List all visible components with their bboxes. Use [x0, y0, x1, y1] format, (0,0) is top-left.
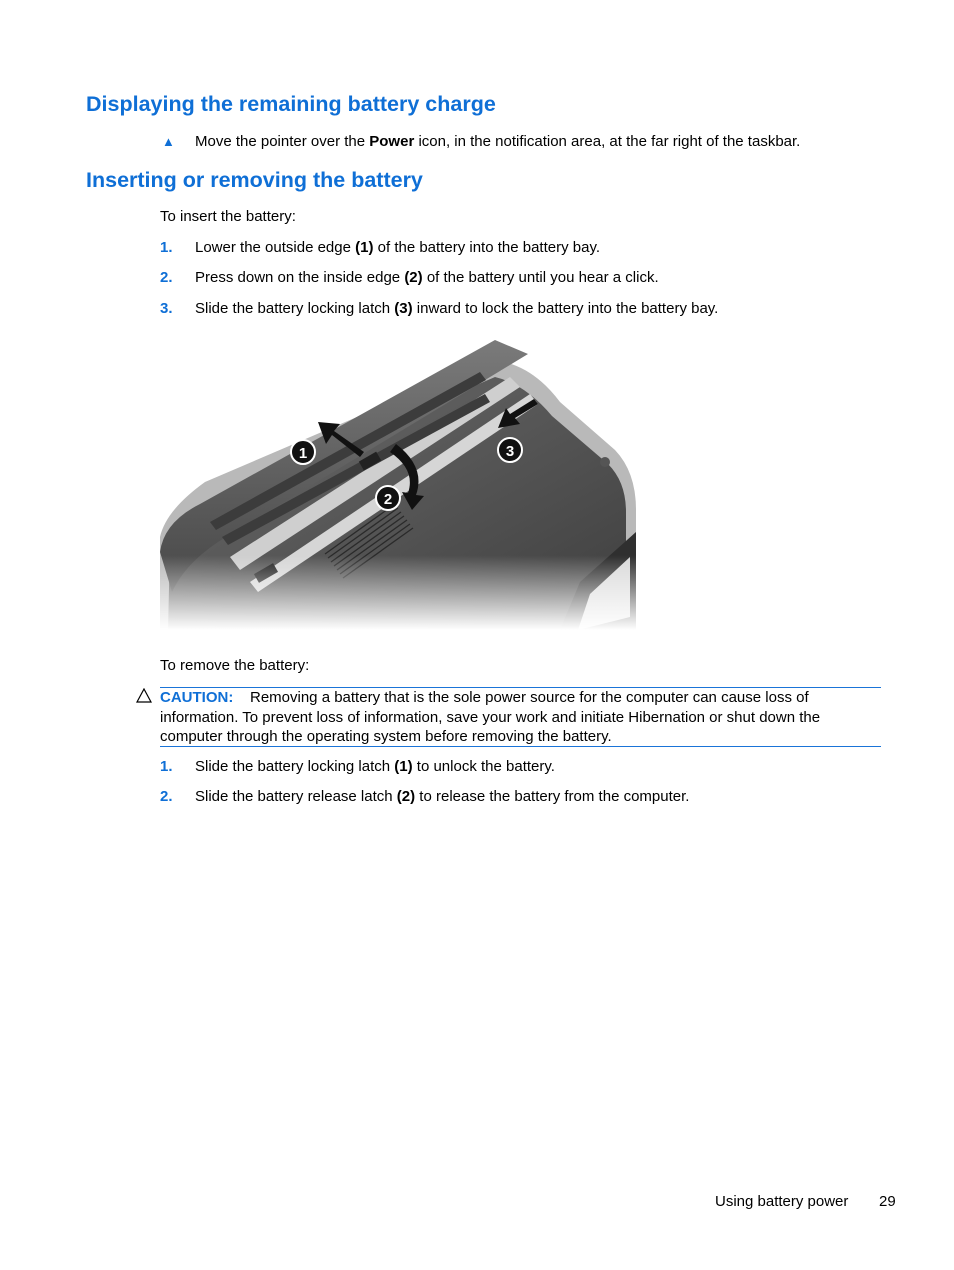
remove-step-1: Slide the battery locking latch (1) to unlock the battery.	[195, 758, 555, 775]
insert-step-1: Lower the outside edge (1) of the battery into the battery bay.	[195, 239, 600, 256]
caution-triangle-icon	[136, 688, 152, 703]
step-number: 1.	[160, 758, 173, 775]
remove-step-2: Slide the battery release latch (2) to release the battery from the computer.	[195, 788, 690, 805]
remove-intro: To remove the battery:	[160, 657, 310, 674]
battery-bay-illustration	[160, 332, 636, 630]
caution-text: CAUTION: Removing a battery that is the sole power source for the computer can cause loss of information. To prevent loss of information, save your work and initiate Hibernation or shut down the computer through the operating system before removing the battery.	[160, 689, 821, 745]
step-number: 1.	[160, 239, 173, 256]
insert-intro: To insert the battery:	[160, 208, 296, 225]
footer-section-title: Using battery power	[715, 1193, 849, 1210]
step-number: 3.	[160, 300, 173, 317]
step-number: 2.	[160, 269, 173, 286]
page-number: 29	[879, 1193, 896, 1210]
triangle-bullet-icon: ▲	[162, 134, 175, 149]
section-heading-battery-charge: Displaying the remaining battery charge	[86, 92, 496, 116]
insert-step-3: Slide the battery locking latch (3) inward to lock the battery into the battery bay.	[195, 300, 719, 317]
instruction-line: Move the pointer over the Power icon, in the notification area, at the far right of the taskbar.	[195, 133, 801, 150]
step-number: 2.	[160, 788, 173, 805]
insert-step-2: Press down on the inside edge (2) of the battery until you hear a click.	[195, 269, 659, 286]
caution-label: CAUTION:	[160, 689, 234, 706]
battery-insertion-figure	[160, 332, 636, 630]
section-heading-insert-remove: Inserting or removing the battery	[86, 168, 423, 192]
